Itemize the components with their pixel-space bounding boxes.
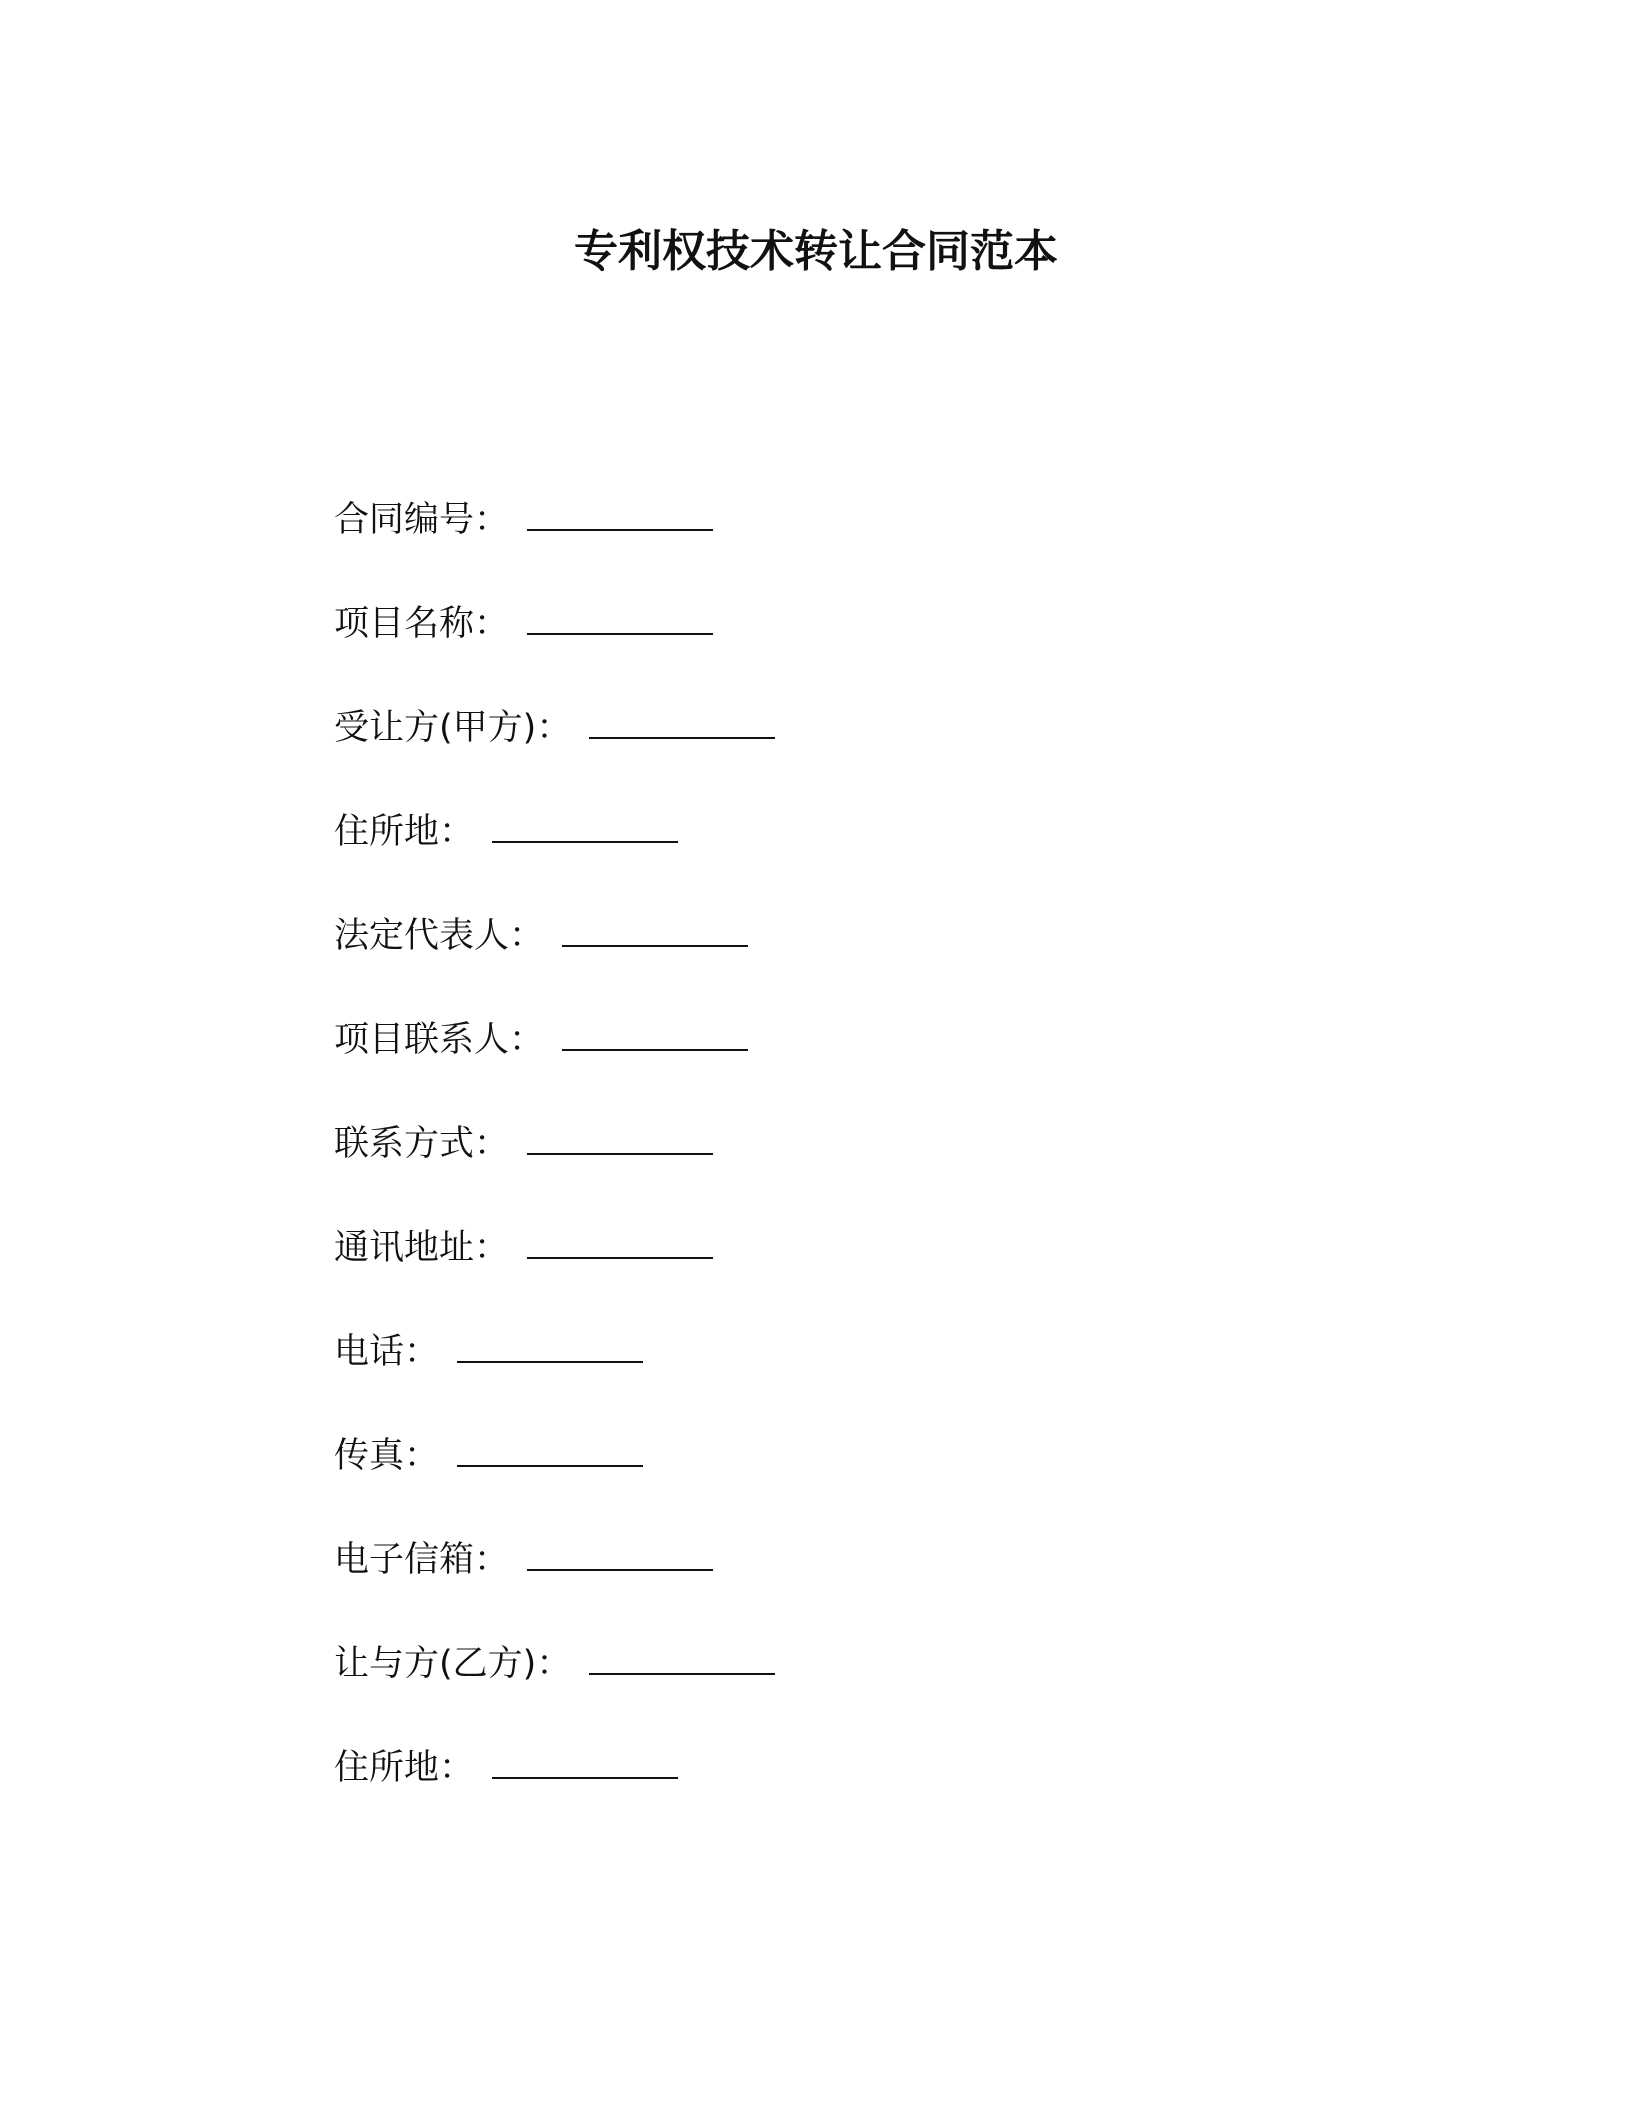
field-label: 电子信箱: [334, 1540, 475, 1580]
field-transferor-address: [334, 1738, 775, 1842]
field-contract-number: [334, 490, 775, 594]
contract-fields-list: [334, 490, 775, 1842]
field-blank-line: [562, 1019, 748, 1051]
field-label: 项目联系人: [334, 1020, 510, 1060]
field-label: 受让方(甲方): [334, 708, 537, 748]
field-blank-line: [492, 1747, 678, 1779]
field-colon: ：: [536, 708, 572, 748]
field-blank-line: [527, 1539, 713, 1571]
field-label: 住所地: [334, 812, 440, 852]
field-label: 合同编号: [334, 500, 475, 540]
field-blank-line: [492, 811, 678, 843]
field-colon: ：: [474, 1124, 510, 1164]
field-transferee-address: [334, 802, 775, 906]
field-contact-method: [334, 1114, 775, 1218]
field-label: 住所地: [334, 1748, 440, 1788]
field-label: 电话: [334, 1332, 405, 1372]
field-legal-representative: [334, 906, 775, 1010]
field-colon: ：: [536, 1644, 572, 1684]
field-colon: ：: [509, 1020, 545, 1060]
field-label: 法定代表人: [334, 916, 510, 956]
field-colon: ：: [439, 812, 475, 852]
field-colon: ：: [404, 1332, 440, 1372]
field-email: [334, 1530, 775, 1634]
field-label: 传真: [334, 1436, 405, 1476]
field-colon: ：: [474, 1228, 510, 1268]
field-blank-line: [527, 1123, 713, 1155]
field-phone: [334, 1322, 775, 1426]
field-blank-line: [589, 1643, 775, 1675]
field-blank-line: [457, 1435, 643, 1467]
field-blank-line: [457, 1331, 643, 1363]
field-mailing-address: [334, 1218, 775, 1322]
field-blank-line: [562, 915, 748, 947]
field-colon: ：: [509, 916, 545, 956]
field-project-contact: [334, 1010, 775, 1114]
field-blank-line: [527, 499, 713, 531]
document-title: 专利权技术转让合同范本: [574, 226, 1058, 277]
field-transferee: [334, 698, 775, 802]
field-label: 通讯地址: [334, 1228, 475, 1268]
field-colon: ：: [474, 1540, 510, 1580]
field-colon: ：: [404, 1436, 440, 1476]
field-colon: ：: [474, 604, 510, 644]
field-blank-line: [527, 603, 713, 635]
field-colon: ：: [474, 500, 510, 540]
field-label: 项目名称: [334, 604, 475, 644]
field-blank-line: [589, 707, 775, 739]
field-colon: ：: [439, 1748, 475, 1788]
field-blank-line: [527, 1227, 713, 1259]
field-label: 联系方式: [334, 1124, 475, 1164]
field-label: 让与方(乙方): [334, 1644, 537, 1684]
field-transferor: [334, 1634, 775, 1738]
field-project-name: [334, 594, 775, 698]
field-fax: [334, 1426, 775, 1530]
